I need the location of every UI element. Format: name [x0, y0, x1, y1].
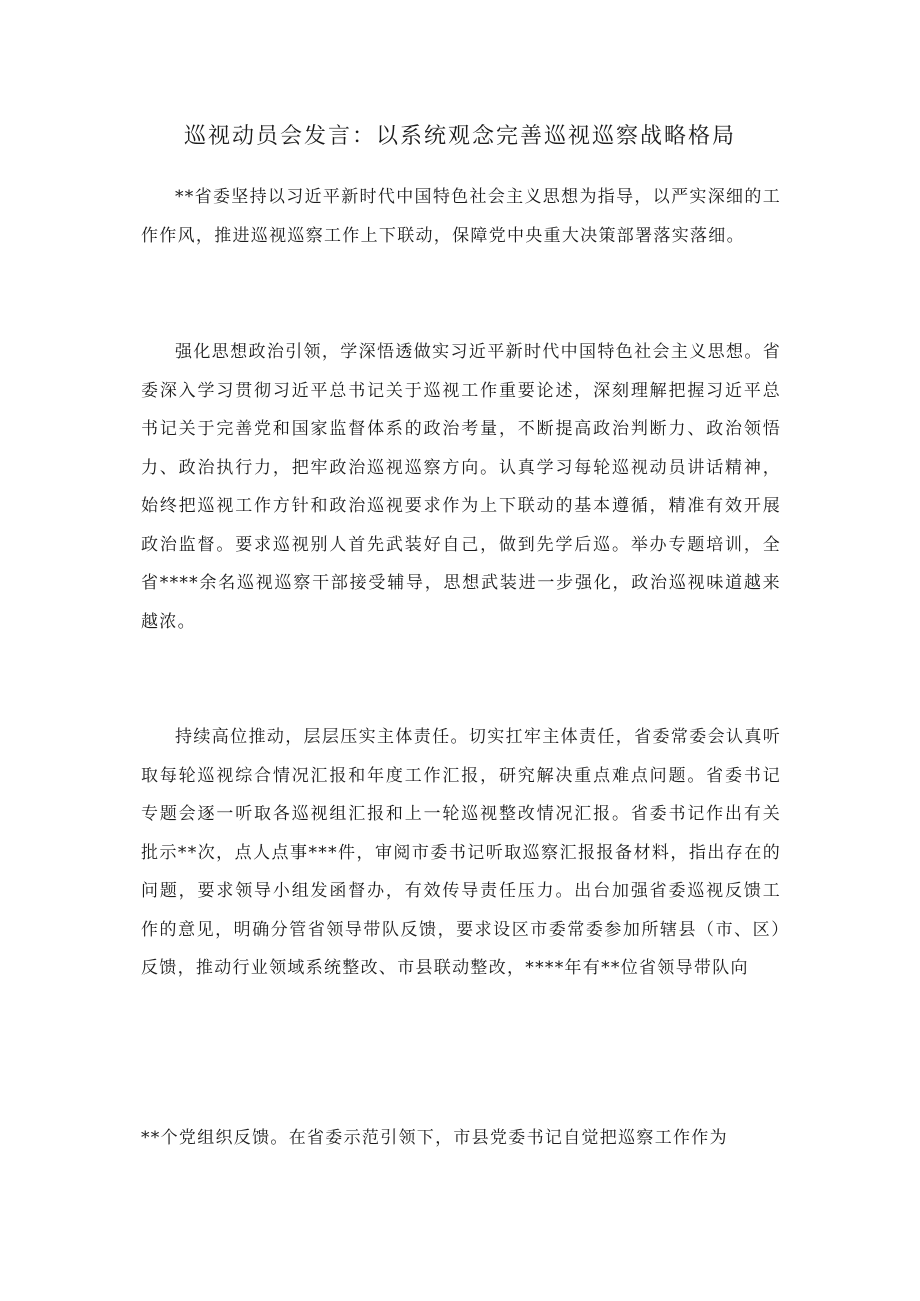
paragraph-high-level-promotion: 持续高位推动，层层压实主体责任。切实扛牢主体责任，省委常委会认真听取每轮巡视综合情况汇报和年度工作汇报，研究解决重点难点问题。省委书记专题会逐一听取各巡视组汇报和上一轮巡视整改情况汇报。省委书记作出有关批示**次，点人点事***件，审阅市委书记听取巡察汇报报备材料，指出存在的问题，要求领导小组发函督办，有效传导责任压力。出台加强省委巡视反馈工作的意见，明确分管省领导带队反馈，要求设区市委常委参加所辖县（市、区）反馈，推动行业领域系统整改、市县联动整改，****年有**位省领导带队向: [141, 727, 781, 978]
paragraph-political-guidance: 强化思想政治引领，学深悟透做实习近平新时代中国特色社会主义思想。省委深入学习贯彻习近平总书记关于巡视工作重要论述，深刻理解把握习近平总书记关于完善党和国家监督体系的政治考量，不断提高政治判断力、政治领悟力、政治执行力，把牢政治巡视巡察方向。认真学习每轮巡视动员讲话精神，始终把巡视工作方针和政治巡视要求作为上下联动的基本遵循，精准有效开展政治监督。要求巡视别人首先武装好自己，做到先学后巡。举办专题培训，全省****余名巡视巡察干部接受辅导，思想武装进一步强化，政治巡视味道越来越浓。: [141, 342, 781, 632]
document-title: 巡视动员会发言：以系统观念完善巡视巡察战略格局: [183, 124, 736, 149]
paragraph-continuation: **个党组织反馈。在省委示范引领下，市县党委书记自觉把巡察工作作为: [141, 1128, 728, 1148]
paragraph-intro: **省委坚持以习近平新时代中国特色社会主义思想为指导，以严实深细的工作作风，推进巡视巡察工作上下联动，保障党中央重大决策部署落实落细。: [141, 187, 781, 246]
